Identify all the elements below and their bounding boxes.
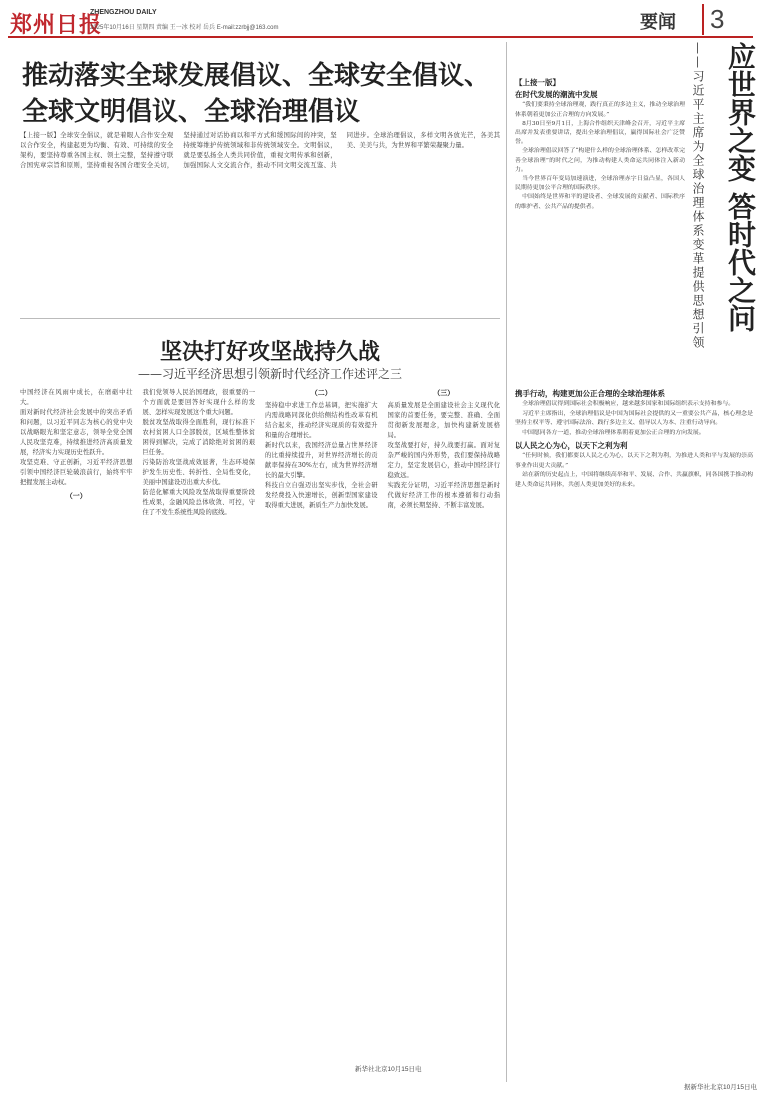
paragraph: 脱贫攻坚战取得全面胜利，现行标准下农村贫困人口全部脱贫，区域性整体贫困得到解决，完成了消除绝对贫困的艰巨任务。 [142,419,255,456]
article2-headline: 坚决打好攻坚战持久战 [159,339,380,365]
section-title: 以人民之心为心，以天下之利为利 [515,441,628,451]
edition-name: ZHENGZHOU DAILY [90,9,157,16]
article1-headline: 推动落实全球发展倡议、全球安全倡议、全球文明倡议、全球治理倡议 [22,61,491,127]
paragraph: 当今世界百年变局加速演进，全球治理赤字日益凸显，各国人民期待更加公平合理的国际秩序。 [515,176,685,192]
paragraph: 攻坚战要打好，持久战要打赢。面对复杂严峻的国内外形势，我们要保持战略定力，坚定发展信心，推动中国经济行稳致远。 [387,442,500,479]
paragraph: 高质量发展是全面建设社会主义现代化国家的首要任务，要完整、准确、全面贯彻新发展理念，加快构建新发展格局。 [387,402,500,439]
masthead [8,6,753,38]
paragraph: 中国愿同各方一道，推动全球治理体系朝着更加公正合理的方向发展。 [522,429,705,436]
section-title: 携手行动，构建更加公正合理的全球治理体系 [515,389,665,398]
paragraph: 站在新的历史起点上，中国将继续高举和平、发展、合作、共赢旗帜，同各国携手推动构建人类命运共同体，共创人类更加美好的未来。 [515,472,753,488]
article3-subhead: ——习近平主席为全球治理体系变革提供思想引领 [691,42,705,350]
paragraph: “我们要秉持全球治理观，践行真正的多边主义，推动全球治理体系朝着更加公正合理的方向发展。” [515,102,685,118]
article3-credit: 据新华社北京10月15日电 [684,1084,757,1091]
article2-body [20,388,500,1063]
article2-subhead: ——习近平经济思想引领新时代经济工作述评之三 [137,367,402,381]
paragraph: 全球治理倡议回答了“构建什么样的全球治理体系、怎样改革完善全球治理”的时代之问，为推动构建人类命运共同体注入新动力。 [515,148,685,173]
paragraph: 实践充分证明，习近平经济思想是新时代做好经济工作的根本遵循和行动指南，必须长期坚持、不断丰富发展。 [387,482,500,509]
paragraph: 习近平主席指出，全球治理倡议是中国为国际社会提供的又一重要公共产品，核心理念是坚持主权平等、遵守国际法治、践行多边主义、倡导以人为本、注重行动导向。 [515,410,753,427]
section-label: 要闻 [640,12,676,32]
section-mark: （二） [310,388,332,397]
paragraph: 全球治理倡议得到国际社会积极响应，越来越多国家和国际组织表示支持和参与。 [522,401,735,408]
paragraph: 中国经济在风雨中成长，在磨砺中壮大。 [20,389,133,406]
divider [20,318,500,319]
article3-headline: 应世界之变 答时代之问 [724,42,757,332]
section-mark: （一） [65,491,87,500]
article2-credit: 新华社北京10月15日电 [355,1066,422,1073]
paragraph: 我们党领导人民治国理政，很重要的一个方面就是要回答好实现什么样的发展、怎样实现发展这个重大问题。 [142,389,255,416]
column-divider [506,42,507,1082]
paragraph: “任何时候，我们都要以人民之心为心，以天下之利为利，为推进人类和平与发展的崇高事业作出更大贡献。” [515,453,753,469]
dateline: 2025年10月16日 星期四 责编 王一冰 校对 岳兵 E-mail:zzrbjj@163.com [90,25,279,31]
intro-label: 【上接一版】 [515,78,560,87]
section-mark: （三） [433,388,455,397]
paragraph: 8月30日至9月1日，上海合作组织天津峰会召开，习近平主席出席并发表重要讲话，提出全球治理倡议，赢得国际社会广泛赞誉。 [515,120,685,146]
paragraph: 坚持稳中求进工作总基调，把实施扩大内需战略同深化供给侧结构性改革有机结合起来，推动经济实现质的有效提升和量的合理增长。 [265,402,378,439]
paragraph: 科技自立自强迈出坚实步伐，全社会研发经费投入快速增长，创新型国家建设取得重大进展，新质生产力加快发展。 [265,482,378,509]
section-title: 在时代发展的潮流中发展 [515,90,598,100]
paragraph: 防范化解重大风险攻坚战取得重要阶段性成果，金融风险总体收敛、可控，守住了不发生系统性风险的底线。 [142,489,255,516]
paragraph: 中国始终是世界和平的建设者、全球发展的贡献者、国际秩序的维护者、公共产品的提供者。 [515,194,685,210]
article3-body-top [515,75,685,212]
paragraph: 面对新时代经济社会发展中的突出矛盾和问题，以习近平同志为核心的党中央以战略眼光和坚定意志，领导全党全国人民攻坚克难，持续推进经济高质量发展，经济实力实现历史性跃升。 [20,409,133,456]
article3-body-bottom [515,386,753,490]
paragraph: 新时代以来，我国经济总量占世界经济的比重持续提升，对世界经济增长的贡献率保持在30%左右，成为世界经济增长的最大引擎。 [265,442,378,479]
paragraph: 污染防治攻坚战成效显著，生态环境保护发生历史性、转折性、全局性变化，美丽中国建设迈出重大步伐。 [142,459,255,486]
paragraph: 攻坚克难、守正创新，习近平经济思想引领中国经济巨轮破浪前行，始终牢牢把握发展主动权。 [20,459,133,486]
page-number: 3 [702,4,724,35]
article1-body: 【上接一版】全球安全倡议，就是着眼人合作安全观以合作安全，构建起更为均衡、有效、可持续的安全架构，要坚持尊重各国主权、领土完整，坚持遵守联合国宪章宗旨和原则，坚持重视各国合理安全关切，坚持通过对话协商以和平方式和缓国际间的冲突，坚持统筹维护传统领域和非传统领域安全。文明倡议，就是要弘扬全人类共同价值，重视文明传承和创新，加强国际人文交流合作，推动不同文明交流互鉴、共同进步。全球治理倡议，多样文明各放光芒，各美其美、美美与共，为世界和平繁荣凝聚力量。 [20,131,500,169]
newspaper-logo: 郑州日报 [10,12,103,38]
